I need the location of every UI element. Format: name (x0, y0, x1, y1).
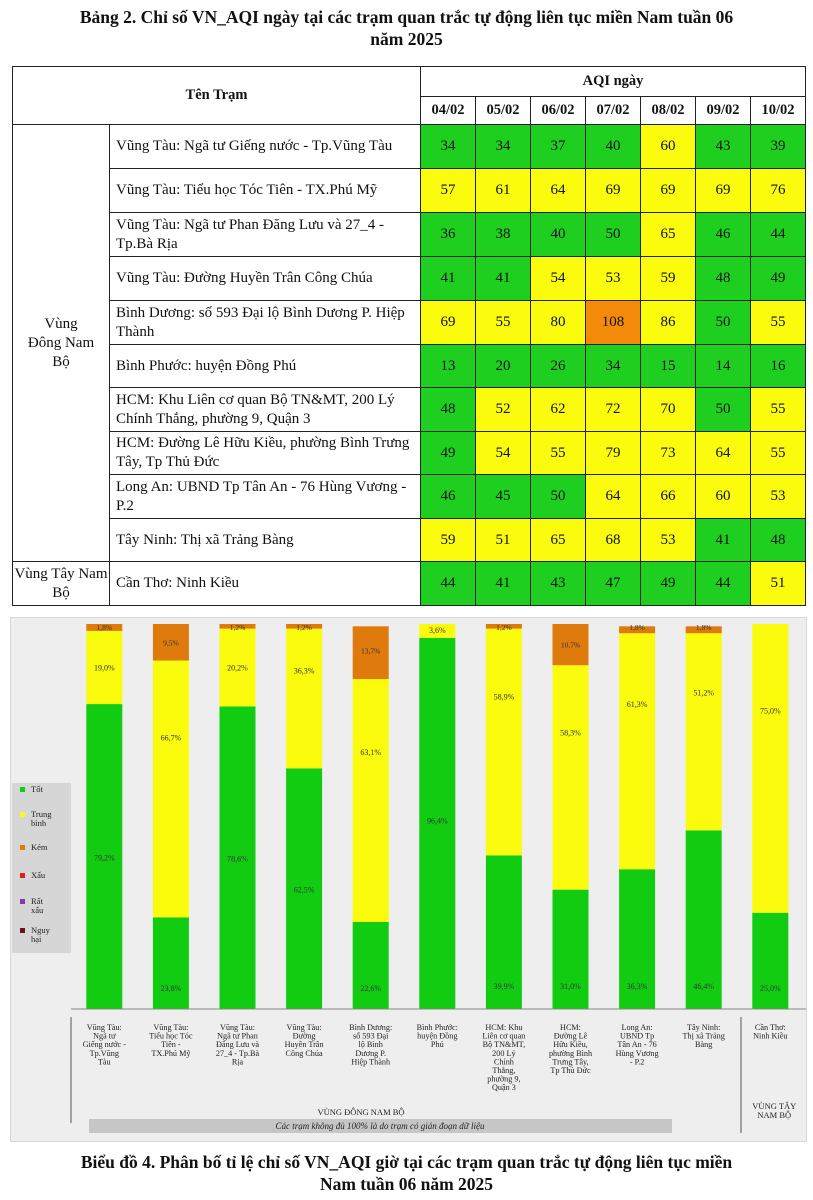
table-row (13, 345, 806, 388)
aqi-table (12, 66, 806, 606)
aqi-value: 48 (751, 519, 806, 562)
x-tick-label: Tàu (97, 1057, 111, 1067)
x-tick-label: Bình Dương: (349, 1023, 393, 1032)
chart-title-line2: Nam tuần 06 năm 2025 (319, 1174, 494, 1194)
header-date: 09/02 (696, 97, 751, 125)
table-row (13, 125, 806, 169)
aqi-value: 14 (696, 345, 751, 388)
aqi-value: 40 (531, 213, 586, 257)
aqi-value: 34 (421, 125, 476, 169)
chart-title (0, 1151, 813, 1195)
aqi-value: 50 (696, 301, 751, 345)
data-label: 36,3% (626, 982, 648, 991)
aqi-value: 51 (476, 519, 531, 562)
legend-label: xấu (31, 905, 44, 915)
aqi-value: 62 (531, 388, 586, 432)
header-date: 10/02 (751, 97, 806, 125)
aqi-value: 57 (421, 169, 476, 213)
aqi-value: 43 (696, 125, 751, 169)
bar-segment (553, 890, 589, 1009)
bar-segment (686, 633, 722, 830)
data-label: 23,8% (160, 984, 182, 993)
station-name: HCM: Đường Lê Hữu Kiều, phường Bình Trưng Tây, Tp Thủ Đức (110, 432, 421, 475)
table-row (13, 519, 806, 562)
bar-segment (619, 633, 655, 869)
data-label: 46,4% (693, 982, 715, 991)
aqi-value: 61 (476, 169, 531, 213)
aqi-value: 54 (476, 432, 531, 475)
x-tick-label: 200 Lý (492, 1048, 516, 1058)
legend-label: Nguy (31, 925, 50, 935)
aqi-value: 43 (531, 562, 586, 606)
x-tick-label: Hùng Vương (615, 1048, 659, 1058)
table-row (13, 257, 806, 301)
aqi-value: 34 (586, 345, 641, 388)
legend-swatch (20, 873, 25, 878)
data-label: 1,2% (496, 623, 512, 632)
aqi-value: 15 (641, 345, 696, 388)
data-label: 61,3% (626, 700, 648, 710)
aqi-value: 44 (421, 562, 476, 606)
data-label: 20,2% (227, 663, 248, 673)
aqi-value: 64 (586, 475, 641, 519)
x-tick-label: Bộ TN&MT, (482, 1040, 526, 1050)
station-name: Cần Thơ: Ninh Kiều (110, 562, 421, 606)
data-label: 62,5% (293, 885, 315, 895)
aqi-value: 69 (586, 169, 641, 213)
station-name: Tây Ninh: Thị xã Trảng Bàng (110, 519, 421, 562)
legend-swatch (20, 787, 25, 792)
legend-swatch (20, 899, 25, 904)
aqi-value: 53 (751, 475, 806, 519)
chart-area (10, 617, 807, 1142)
header-date: 06/02 (531, 97, 586, 125)
header-date: 05/02 (476, 97, 531, 125)
aqi-value: 41 (421, 257, 476, 301)
header-date: 04/02 (421, 97, 476, 125)
aqi-value: 53 (586, 257, 641, 301)
x-tick-label: Long An: (621, 1023, 653, 1032)
station-name: Vũng Tàu: Ngã tư Phan Đăng Lưu và 27_4 - Tp.Bà Rịa (110, 213, 421, 257)
aqi-value: 70 (641, 388, 696, 432)
aqi-value: 44 (751, 213, 806, 257)
data-label: 63,1% (360, 747, 382, 757)
aqi-value: 36 (421, 213, 476, 257)
aqi-value: 69 (421, 301, 476, 345)
x-tick-label: 27_4 - Tp.Bà (215, 1048, 260, 1058)
aqi-value: 69 (641, 169, 696, 213)
table-title-line1: Bảng 2. Chỉ số VN_AQI ngày tại các trạm quan trắc tự động liên tục miền Nam tuần 06 (79, 7, 734, 27)
aqi-value: 44 (696, 562, 751, 606)
data-label: 75,0% (759, 706, 781, 716)
data-label: 1,8% (629, 623, 645, 632)
legend-label: Kém (31, 842, 48, 852)
data-label: 22,6% (360, 984, 382, 993)
aqi-value: 64 (531, 169, 586, 213)
data-label: 31,0% (560, 982, 581, 991)
data-label: 36,3% (293, 666, 315, 676)
aqi-value: 49 (751, 257, 806, 301)
aqi-value: 46 (421, 475, 476, 519)
aqi-value: 65 (531, 519, 586, 562)
aqi-value: 55 (531, 432, 586, 475)
station-name: Vũng Tàu: Ngã tư Giếng nước - Tp.Vũng Tàu (110, 125, 421, 169)
data-label: 1,2% (229, 623, 246, 632)
table-title (0, 6, 813, 50)
station-name: Bình Dương: số 593 Đại lộ Bình Dương P. Hiệp Thành (110, 301, 421, 345)
x-tick-label: Tân An - 76 (617, 1040, 657, 1050)
x-tick-label: Huyền Trân (284, 1040, 324, 1050)
x-tick-label: phường Bình (548, 1048, 593, 1058)
data-label: 39,9% (493, 982, 515, 991)
x-tick-label: Tp.Vũng (89, 1048, 119, 1058)
x-tick-label: Ngã tư (93, 1031, 116, 1041)
aqi-value: 39 (751, 125, 806, 169)
legend-swatch (20, 845, 25, 850)
aqi-value: 52 (476, 388, 531, 432)
aqi-value: 79 (586, 432, 641, 475)
aqi-value: 46 (696, 213, 751, 257)
x-tick-label: Giếng nước - (82, 1040, 126, 1050)
aqi-value: 13 (421, 345, 476, 388)
x-tick-label: Quận 3 (491, 1083, 516, 1093)
data-label: 79,2% (93, 853, 115, 863)
aqi-value: 48 (696, 257, 751, 301)
bar-segment (752, 624, 788, 913)
aqi-value: 55 (751, 432, 806, 475)
x-tick-label: Tp Thủ Đức (550, 1066, 591, 1075)
data-label: 13,7% (361, 646, 381, 656)
x-tick-label: Chính (493, 1057, 514, 1067)
aqi-value: 47 (586, 562, 641, 606)
table-row (13, 213, 806, 257)
x-tick-label: Tiên - (161, 1040, 181, 1050)
data-label: 66,7% (160, 733, 182, 743)
x-tick-label: Công Chúa (285, 1048, 323, 1058)
station-name: Vũng Tàu: Tiểu học Tóc Tiên - TX.Phú Mỹ (110, 169, 421, 213)
x-tick-label: Bàng (695, 1040, 713, 1050)
chart-title-line1: Biểu đồ 4. Phân bố tỉ lệ chỉ số VN_AQI giờ tại các trạm quan trắc tự động liên tục miền (80, 1152, 733, 1172)
aqi-value: 55 (751, 388, 806, 432)
x-tick-label: Dương P. (355, 1048, 387, 1058)
x-tick-label: lộ Bình (358, 1040, 383, 1050)
aqi-value: 72 (586, 388, 641, 432)
legend-label: hại (31, 934, 42, 944)
data-label: 10,7% (560, 640, 581, 650)
x-tick-label: huyện Đồng (417, 1031, 458, 1041)
aqi-value: 60 (696, 475, 751, 519)
aqi-value: 50 (696, 388, 751, 432)
aqi-value: 69 (696, 169, 751, 213)
x-tick-label: Vũng Tàu: (153, 1023, 189, 1032)
aqi-value: 26 (531, 345, 586, 388)
aqi-value: 108 (586, 301, 641, 345)
table-row (13, 388, 806, 432)
aqi-value: 41 (696, 519, 751, 562)
data-label: 78,6% (227, 854, 248, 864)
aqi-value: 48 (421, 388, 476, 432)
data-label: 1,8% (96, 623, 113, 632)
aqi-value: 53 (641, 519, 696, 562)
station-name: Vũng Tàu: Đường Huyền Trân Công Chúa (110, 257, 421, 301)
aqi-value: 50 (531, 475, 586, 519)
aqi-value: 80 (531, 301, 586, 345)
station-name: Bình Phước: huyện Đồng Phú (110, 345, 421, 388)
x-tick-label: Đường Lê (553, 1031, 588, 1041)
x-tick-label: Thị xã Trảng (682, 1031, 725, 1041)
header-aqi: AQI ngày (421, 67, 806, 97)
aqi-value: 49 (641, 562, 696, 606)
x-tick-label: Liên cơ quan (482, 1031, 526, 1041)
x-tick-label: Thắng, (492, 1066, 516, 1075)
aqi-value: 65 (641, 213, 696, 257)
aqi-value: 45 (476, 475, 531, 519)
x-tick-label: Bình Phước: (416, 1023, 458, 1032)
aqi-value: 86 (641, 301, 696, 345)
x-tick-label: Đường (292, 1031, 316, 1041)
aqi-value: 59 (641, 257, 696, 301)
region-label-west: VÙNG TÂY (752, 1101, 797, 1111)
x-tick-label: Tiểu học Tóc (149, 1031, 193, 1041)
aqi-value: 40 (586, 125, 641, 169)
table-row (13, 169, 806, 213)
x-tick-label: Vũng Tàu: (86, 1023, 122, 1032)
aqi-value: 16 (751, 345, 806, 388)
station-name: Long An: UBND Tp Tân An - 76 Hùng Vương - P.2 (110, 475, 421, 519)
x-tick-label: Cần Thơ: (754, 1023, 786, 1032)
bar-segment (553, 665, 589, 889)
bar-segment (752, 913, 788, 1009)
aqi-value: 49 (421, 432, 476, 475)
x-tick-label: Vũng Tàu: (219, 1023, 256, 1032)
aqi-value: 50 (586, 213, 641, 257)
aqi-value: 76 (751, 169, 806, 213)
table-row (13, 562, 806, 606)
bar-segment (353, 679, 389, 922)
legend-swatch (20, 812, 25, 817)
aqi-value: 51 (751, 562, 806, 606)
x-tick-label: TX.Phú Mỹ (151, 1048, 191, 1058)
data-label: 1,2% (296, 623, 312, 632)
table-row (13, 475, 806, 519)
aqi-value: 34 (476, 125, 531, 169)
header-station: Tên Trạm (13, 67, 421, 125)
x-tick-label: Rịa (231, 1057, 244, 1067)
aqi-value: 60 (641, 125, 696, 169)
table-row (13, 432, 806, 475)
x-tick-label: Phú (430, 1040, 444, 1050)
legend-label: Tốt (31, 784, 43, 794)
aqi-value: 41 (476, 562, 531, 606)
aqi-value: 55 (751, 301, 806, 345)
aqi-value: 66 (641, 475, 696, 519)
x-tick-label: - P.2 (629, 1057, 645, 1067)
legend-label: Xấu (31, 870, 46, 880)
aqi-value: 64 (696, 432, 751, 475)
header-date: 07/02 (586, 97, 641, 125)
x-tick-label: HCM: (560, 1023, 581, 1032)
x-tick-label: Vũng Tàu: (286, 1023, 322, 1032)
header-date: 08/02 (641, 97, 696, 125)
bar-segment (353, 922, 389, 1009)
data-label: 25,0% (759, 984, 781, 993)
x-tick-label: Hiệp Thành (351, 1057, 391, 1067)
x-tick-label: phường 9, (487, 1074, 521, 1084)
stacked-bar-chart (11, 618, 806, 1141)
aqi-value: 20 (476, 345, 531, 388)
station-name: HCM: Khu Liên cơ quan Bộ TN&MT, 200 Lý Chính Thắng, phường 9, Quận 3 (110, 388, 421, 432)
data-label: 96,4% (426, 816, 448, 826)
legend-label: Rất (31, 896, 43, 906)
data-label: 3,6% (428, 626, 446, 635)
bar-segment (486, 629, 522, 856)
table-title-line2: năm 2025 (370, 29, 443, 49)
data-label: 51,2% (693, 688, 715, 698)
aqi-value: 55 (476, 301, 531, 345)
x-tick-label: Tây Ninh: (686, 1023, 721, 1032)
legend-swatch (20, 928, 25, 933)
bar-segment (286, 629, 322, 769)
bar-segment (153, 917, 189, 1009)
aqi-value: 37 (531, 125, 586, 169)
region-label-east: VÙNG ĐÔNG NAM BỘ (317, 1107, 405, 1117)
region-cell: Vùng Đông Nam Bộ (13, 125, 110, 562)
region-label-west: NAM BỘ (757, 1110, 792, 1120)
legend-label: bình (31, 818, 47, 828)
x-tick-label: UBND Tp (619, 1031, 655, 1041)
x-tick-label: Hữu Kiều, (553, 1040, 588, 1050)
region-cell: Vùng Tây Nam Bộ (13, 562, 110, 606)
x-tick-label: Ninh Kiều (753, 1031, 788, 1041)
note-text: Các trạm không đủ 100% là do trạm có gián đoạn dữ liệu (275, 1121, 485, 1131)
x-tick-label: Đăng Lưu và (215, 1040, 260, 1050)
aqi-value: 73 (641, 432, 696, 475)
x-tick-label: HCM: Khu (485, 1023, 523, 1032)
data-label: 58,9% (493, 692, 515, 702)
x-tick-label: Trưng Tây, (552, 1057, 589, 1067)
aqi-value: 54 (531, 257, 586, 301)
data-label: 1,8% (695, 623, 712, 632)
aqi-value: 41 (476, 257, 531, 301)
data-label: 19,0% (93, 663, 115, 673)
aqi-value: 68 (586, 519, 641, 562)
table-row (13, 301, 806, 345)
x-tick-label: Ngã tư Phan (217, 1031, 258, 1041)
data-label: 58,3% (560, 728, 581, 738)
legend-label: Trung (31, 809, 52, 819)
x-tick-label: số 593 Đại (352, 1031, 389, 1041)
data-label: 9,5% (163, 638, 179, 648)
bar-segment (153, 661, 189, 918)
aqi-value: 38 (476, 213, 531, 257)
aqi-value: 59 (421, 519, 476, 562)
